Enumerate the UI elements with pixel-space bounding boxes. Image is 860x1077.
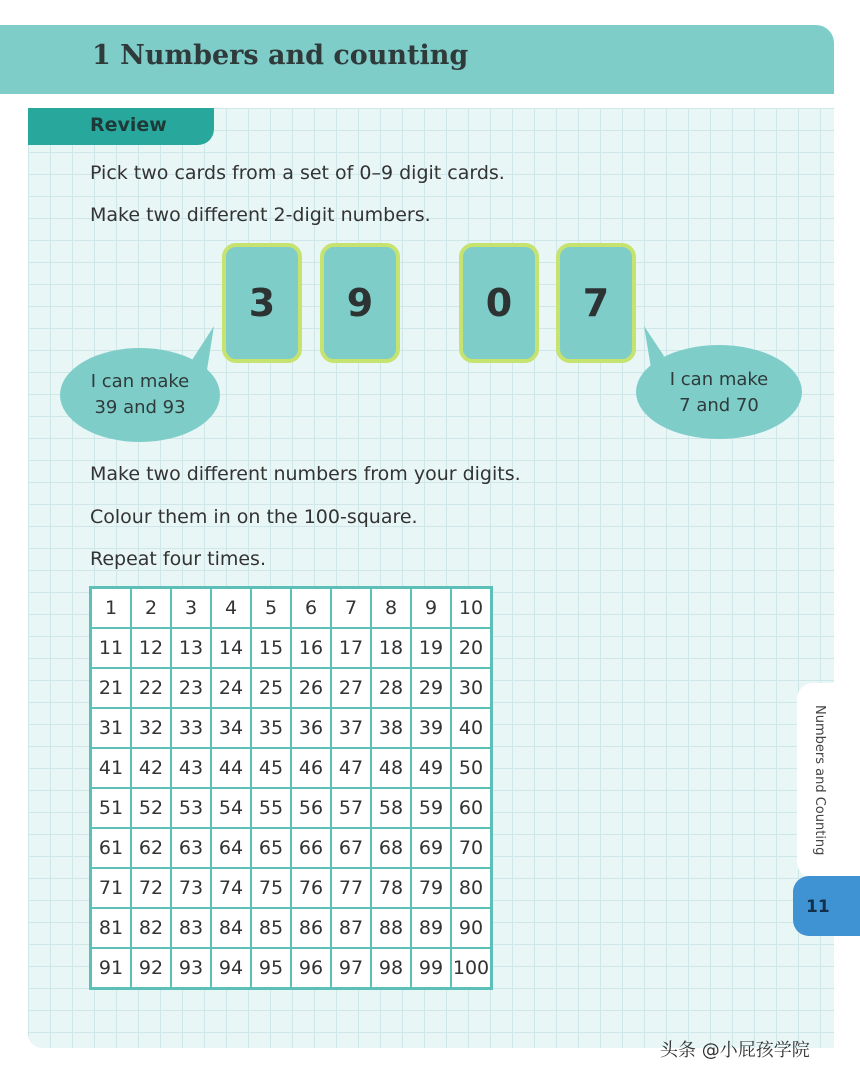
- left-bubble-text: [70, 369, 210, 421]
- hundred-square-cell[interactable]: 55: [251, 788, 291, 828]
- hundred-square-cell[interactable]: 34: [211, 708, 251, 748]
- hundred-square-cell[interactable]: 60: [451, 788, 492, 828]
- hundred-square-cell[interactable]: 8: [371, 588, 411, 629]
- hundred-square-cell[interactable]: 12: [131, 628, 171, 668]
- hundred-square-cell[interactable]: 52: [131, 788, 171, 828]
- hundred-square-cell[interactable]: 74: [211, 868, 251, 908]
- hundred-square-cell[interactable]: 23: [171, 668, 211, 708]
- hundred-square-cell[interactable]: 59: [411, 788, 451, 828]
- hundred-square-cell[interactable]: 38: [371, 708, 411, 748]
- hundred-square-cell[interactable]: 28: [371, 668, 411, 708]
- digit-card: 3: [222, 243, 302, 363]
- hundred-square-cell[interactable]: 30: [451, 668, 492, 708]
- instruction-make-two-numbers: Make two different 2-digit numbers.: [90, 204, 431, 226]
- hundred-square-cell[interactable]: 35: [251, 708, 291, 748]
- hundred-square-cell[interactable]: 22: [131, 668, 171, 708]
- hundred-square-cell[interactable]: 37: [331, 708, 371, 748]
- hundred-square-cell[interactable]: 84: [211, 908, 251, 948]
- hundred-square-cell[interactable]: 98: [371, 948, 411, 989]
- hundred-square-cell[interactable]: 87: [331, 908, 371, 948]
- digit-card: 9: [320, 243, 400, 363]
- hundred-square-row: [91, 908, 492, 948]
- hundred-square-cell[interactable]: 100: [451, 948, 492, 989]
- hundred-square-cell[interactable]: 97: [331, 948, 371, 989]
- watermark: 头条 @小屁孩学院: [660, 1040, 810, 1061]
- hundred-square-row: [91, 588, 492, 629]
- hundred-square-cell[interactable]: 94: [211, 948, 251, 989]
- instruction-colour: Colour them in on the 100-square.: [90, 506, 418, 528]
- hundred-square-cell[interactable]: 27: [331, 668, 371, 708]
- hundred-square-cell[interactable]: 56: [291, 788, 331, 828]
- hundred-square-cell[interactable]: 73: [171, 868, 211, 908]
- hundred-square-cell[interactable]: 71: [91, 868, 132, 908]
- hundred-square-cell[interactable]: 81: [91, 908, 132, 948]
- hundred-square-cell[interactable]: 99: [411, 948, 451, 989]
- hundred-square-cell[interactable]: 14: [211, 628, 251, 668]
- hundred-square: [89, 586, 493, 990]
- hundred-square-cell[interactable]: 48: [371, 748, 411, 788]
- hundred-square-row: [91, 868, 492, 908]
- hundred-square-cell[interactable]: 24: [211, 668, 251, 708]
- hundred-square-cell[interactable]: 2: [131, 588, 171, 629]
- hundred-square-cell[interactable]: 32: [131, 708, 171, 748]
- hundred-square-cell[interactable]: 13: [171, 628, 211, 668]
- hundred-square-cell[interactable]: 39: [411, 708, 451, 748]
- page-number: 11: [806, 897, 830, 917]
- hundred-square-row: [91, 788, 492, 828]
- hundred-square-cell[interactable]: 77: [331, 868, 371, 908]
- hundred-square-row: [91, 668, 492, 708]
- hundred-square-cell[interactable]: 3: [171, 588, 211, 629]
- hundred-square-cell[interactable]: 76: [291, 868, 331, 908]
- section-side-label: Numbers and Counting: [812, 705, 827, 856]
- hundred-square-row: [91, 748, 492, 788]
- hundred-square-cell[interactable]: 70: [451, 828, 492, 868]
- hundred-square-row: [91, 948, 492, 989]
- hundred-square-cell[interactable]: 62: [131, 828, 171, 868]
- hundred-square-cell[interactable]: 92: [131, 948, 171, 989]
- hundred-square-cell[interactable]: 21: [91, 668, 132, 708]
- hundred-square-cell[interactable]: 65: [251, 828, 291, 868]
- section-side-tab: [797, 683, 860, 878]
- review-label: Review: [90, 114, 167, 136]
- hundred-square-cell[interactable]: 64: [211, 828, 251, 868]
- hundred-square-cell[interactable]: 19: [411, 628, 451, 668]
- hundred-square-cell[interactable]: 88: [371, 908, 411, 948]
- digit-card: 0: [459, 243, 539, 363]
- hundred-square-cell[interactable]: 96: [291, 948, 331, 989]
- hundred-square-cell[interactable]: 51: [91, 788, 132, 828]
- instruction-repeat: Repeat four times.: [90, 548, 266, 570]
- hundred-square-cell[interactable]: 16: [291, 628, 331, 668]
- hundred-square-cell[interactable]: 85: [251, 908, 291, 948]
- hundred-square-cell[interactable]: 9: [411, 588, 451, 629]
- hundred-square-cell[interactable]: 31: [91, 708, 132, 748]
- hundred-square-cell[interactable]: 75: [251, 868, 291, 908]
- hundred-square-cell[interactable]: 44: [211, 748, 251, 788]
- hundred-square-cell[interactable]: 20: [451, 628, 492, 668]
- hundred-square-cell[interactable]: 42: [131, 748, 171, 788]
- hundred-square-cell[interactable]: 82: [131, 908, 171, 948]
- right-bubble-line2: 7 and 70: [679, 395, 759, 416]
- hundred-square-cell[interactable]: 49: [411, 748, 451, 788]
- hundred-square-cell[interactable]: 90: [451, 908, 492, 948]
- hundred-square-cell[interactable]: 10: [451, 588, 492, 629]
- hundred-square-cell[interactable]: 89: [411, 908, 451, 948]
- hundred-square-cell[interactable]: 68: [371, 828, 411, 868]
- hundred-square-cell[interactable]: 18: [371, 628, 411, 668]
- hundred-square-cell[interactable]: 33: [171, 708, 211, 748]
- hundred-square-cell[interactable]: 72: [131, 868, 171, 908]
- hundred-square-cell[interactable]: 47: [331, 748, 371, 788]
- right-bubble-line1: I can make: [669, 369, 769, 390]
- hundred-square-cell[interactable]: 1: [91, 588, 132, 629]
- hundred-square-cell[interactable]: 57: [331, 788, 371, 828]
- hundred-square-row: [91, 628, 492, 668]
- hundred-square-cell[interactable]: 61: [91, 828, 132, 868]
- hundred-square-cell[interactable]: 69: [411, 828, 451, 868]
- hundred-square-cell[interactable]: 40: [451, 708, 492, 748]
- hundred-square-cell[interactable]: 7: [331, 588, 371, 629]
- hundred-square-cell[interactable]: 91: [91, 948, 132, 989]
- instruction-make-from-digits: Make two different numbers from your digits.: [90, 463, 521, 485]
- hundred-square-cell[interactable]: 46: [291, 748, 331, 788]
- hundred-square-cell[interactable]: 86: [291, 908, 331, 948]
- hundred-square-row: [91, 708, 492, 748]
- hundred-square-cell[interactable]: 80: [451, 868, 492, 908]
- hundred-square-cell[interactable]: 66: [291, 828, 331, 868]
- hundred-square-cell[interactable]: 17: [331, 628, 371, 668]
- hundred-square-cell[interactable]: 50: [451, 748, 492, 788]
- hundred-square-cell[interactable]: 4: [211, 588, 251, 629]
- instruction-pick-cards: Pick two cards from a set of 0–9 digit cards.: [90, 162, 505, 184]
- hundred-square-cell[interactable]: 41: [91, 748, 132, 788]
- hundred-square-cell[interactable]: 36: [291, 708, 331, 748]
- hundred-square-row: [91, 828, 492, 868]
- hundred-square-cell[interactable]: 78: [371, 868, 411, 908]
- hundred-square-cell[interactable]: 5: [251, 588, 291, 629]
- hundred-square-cell[interactable]: 93: [171, 948, 211, 989]
- digit-card: 7: [556, 243, 636, 363]
- left-bubble-line2: 39 and 93: [94, 397, 186, 418]
- hundred-square-cell[interactable]: 43: [171, 748, 211, 788]
- hundred-square-cell[interactable]: 63: [171, 828, 211, 868]
- hundred-square-cell[interactable]: 25: [251, 668, 291, 708]
- hundred-square-cell[interactable]: 6: [291, 588, 331, 629]
- hundred-square-cell[interactable]: 67: [331, 828, 371, 868]
- hundred-square-cell[interactable]: 26: [291, 668, 331, 708]
- hundred-square-cell[interactable]: 83: [171, 908, 211, 948]
- hundred-square-cell[interactable]: 79: [411, 868, 451, 908]
- right-bubble-text: [648, 367, 790, 419]
- hundred-square-cell[interactable]: 95: [251, 948, 291, 989]
- hundred-square-cell[interactable]: 45: [251, 748, 291, 788]
- hundred-square-cell[interactable]: 15: [251, 628, 291, 668]
- hundred-square-cell[interactable]: 29: [411, 668, 451, 708]
- hundred-square-cell[interactable]: 11: [91, 628, 132, 668]
- left-bubble-line1: I can make: [90, 371, 190, 392]
- page-title: 1 Numbers and counting: [92, 40, 469, 71]
- hundred-square-cell[interactable]: 53: [171, 788, 211, 828]
- hundred-square-cell[interactable]: 58: [371, 788, 411, 828]
- hundred-square-cell[interactable]: 54: [211, 788, 251, 828]
